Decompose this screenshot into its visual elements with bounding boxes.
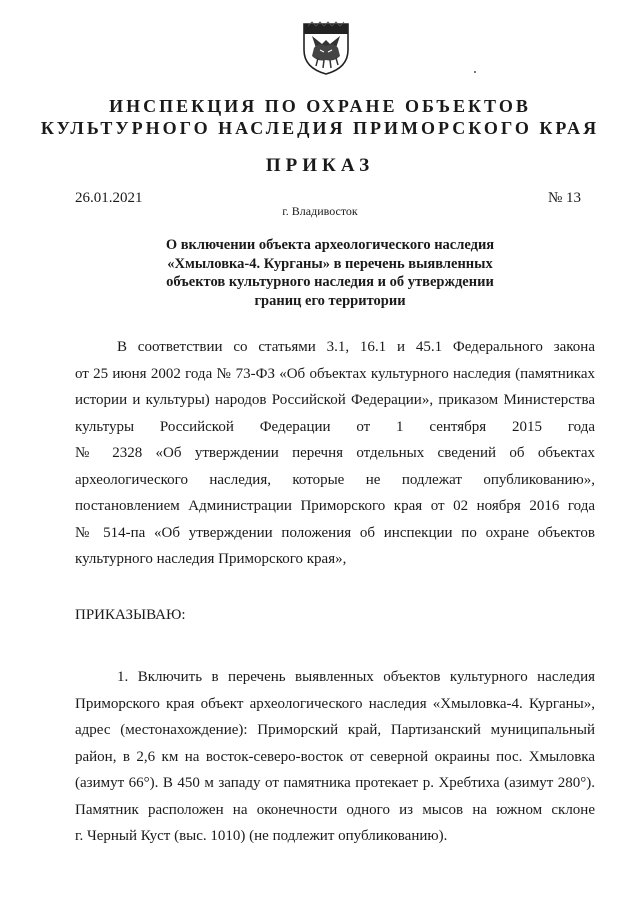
order-item-1-paragraph [75, 664, 595, 850]
document-type-title: ПРИКАЗ [265, 155, 375, 176]
organization-name-line2: КУЛЬТУРНОГО НАСЛЕДИЯ ПРИМОРСКОГО КРАЯ [40, 118, 600, 138]
paragraph-line: постановлением Администрации Приморского края от 02 ноября 2016 года [75, 498, 595, 514]
paragraph-line: от 25 июня 2002 года № 73-ФЗ «Об объектах культурного наследия (памятниках [75, 365, 595, 382]
paragraph-line: Памятник расположен на оконечности одного из мысов на южном склоне [75, 801, 595, 818]
organization-name-line1: ИНСПЕКЦИЯ ПО ОХРАНЕ ОБЪЕКТОВ [109, 96, 531, 116]
document-city: г. Владивосток [282, 204, 358, 218]
preamble-paragraph [75, 334, 595, 573]
subject-line: «Хмыловка-4. Курганы» в перечень выявленных [167, 255, 493, 272]
paragraph-line: археологического наследия, которые не подлежат опубликованию», [75, 471, 595, 488]
subject-line: О включении объекта археологического наследия [165, 237, 495, 253]
paragraph-line: район, в 2,6 км на восток-северо-восток от северной окраины пос. Хмыловка [75, 748, 595, 765]
order-directive-word: ПРИКАЗЫВАЮ: [75, 607, 186, 623]
paragraph-line: № 2328 «Об утверждении перечня отдельных сведений об объектах [75, 445, 595, 461]
paragraph-line: № 514-па «Об утверждении положения об инспекции по охране объектов [75, 524, 595, 541]
paragraph-line: истории и культуры) народов Российской Федерации», приказом Министерства [75, 392, 595, 408]
paragraph-line: 1. Включить в перечень выявленных объектов культурного наследия [117, 669, 595, 685]
paragraph-line: культуры Российской Федерации от 1 сентября 2015 года [75, 418, 595, 435]
paragraph-line: Приморского края объект археологического наследия «Хмыловка-4. Курганы», [75, 695, 595, 712]
paragraph-line: г. Черный Куст (выс. 1010) (не подлежит опубликованию). [75, 828, 448, 844]
paragraph-line: (азимут 66°). В 450 м западу от памятника протекает р. Хребтиха (азимут 280°). [75, 775, 595, 791]
scan-speck [474, 71, 476, 73]
paragraph-line: В соответствии со статьями 3.1, 16.1 и 45.1 Федерального закона [117, 339, 595, 355]
document-number: № 13 [548, 190, 582, 206]
coat-of-arms-emblem [300, 18, 352, 76]
paragraph-line: культурного наследия Приморского края», [75, 551, 347, 567]
document-subject [130, 236, 530, 310]
subject-line: границ его территории [254, 292, 406, 309]
paragraph-line: адрес (местонахождение): Приморский край, Партизанский муниципальный [75, 722, 595, 738]
document-date: 26.01.2021 [75, 190, 143, 206]
subject-line: объектов культурного наследия и об утверждении [166, 274, 494, 290]
